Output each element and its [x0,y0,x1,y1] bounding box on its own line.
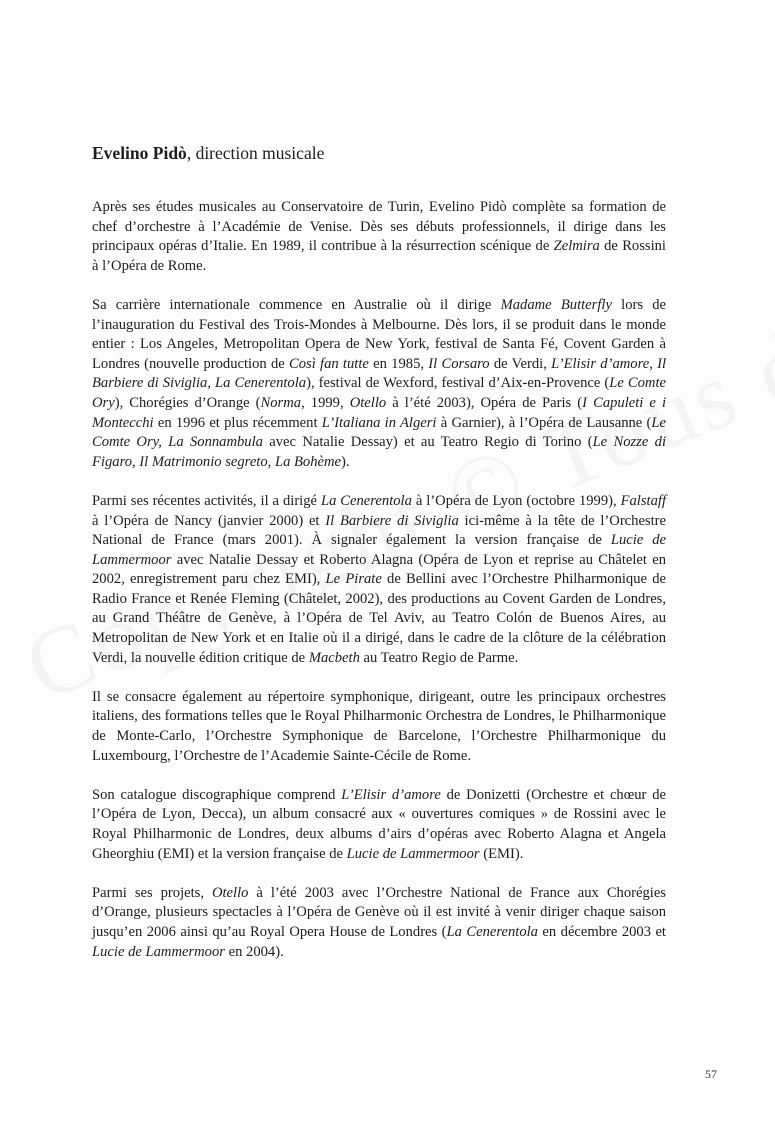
text-run: à l’été 2003), Opéra de Paris ( [386,394,583,411]
text-run: Parmi ses récentes activités, il a dirigé [92,492,321,509]
text-run: , 1999, [301,394,350,411]
work-title: I Capuleti e i Montecchi [92,394,667,431]
paragraph-international-career [92,296,666,472]
text-run: lors de l’inauguration du Festival des Trois-Mondes à Melbourne. Dès lors, il se produit dans le monde entier : Los Angeles, Metropolitan Opera de New York, festival de Santa Fé, Covent Garden à Londres (nouvelle production de [92,296,667,372]
work-title: Lucie de Lammermoor [346,845,480,862]
work-title: Così fan tutte [288,355,369,372]
work-title: Le Comte Ory [92,375,666,411]
text-run: à l’été 2003 avec l’Orchestre National de France aux Chorégies d’Orange, plusieurs spectacles à l’Opéra de Genève où il est invité à venir diriger chaque saison jusqu’en 2006 ainsi qu’au Royal Opera House de Londres ( [92,884,666,940]
text-run: (EMI). [479,845,524,862]
text-run: de Donizetti (Orchestre et chœur de l’Opéra de Lyon, Decca), un album consacré aux « ouvertures comiques » de Rossini avec le Royal Philharmonic de Londres, deux albums d’airs d’opéras avec Roberto Alagna et Angela Gheorghiu (EMI) et la version française de [92,786,666,862]
page-number: 57 [705,1067,717,1081]
work-title: Il Barbiere di Siviglia [325,512,459,529]
text-run: ici-même à la tête de l’Orchestre National de France (mars 2001). À signaler également la version française de [92,512,666,549]
text-run: de Rossini à l’Opéra de Rome. [92,238,666,274]
conductor-name: Evelino Pidò [92,143,187,163]
paragraph-studies [92,198,666,276]
biography-text [92,198,666,982]
text-run: Sa carrière internationale commence en Australie où il dirige [92,296,501,313]
work-title: Il Corsaro [428,355,490,372]
text-run: en décembre 2003 et [537,923,666,940]
work-title: Norma [260,394,302,411]
text-run: Il se consacre également au répertoire symphonique, dirigeant, outre les principaux orchestres italiens, des formations telles que le Royal Philharmonic Orchestra de Londres, le Philharmonique de Monte-Carlo, l’Orchestre Symphonique de Barcelone, l’Orchestre Philharmonique du Luxembourg, l’Orchestre de l’Academie Sainte-Cécile de Rome. [92,688,666,764]
work-title: Le Pirate [325,571,382,588]
paragraph-recent-activities [92,492,666,668]
paragraph-projects [92,884,666,962]
text-run: ), Chorégies d’Orange ( [114,394,261,411]
text-run: à l’Opéra de Lyon (octobre 1999), [411,492,621,509]
work-title: Lucie de Lammermoor [92,532,666,568]
text-run: ). [341,453,350,470]
text-run: ), festival de Wexford, festival d’Aix-en-Provence ( [306,375,610,392]
text-run: en 2004). [224,943,284,960]
text-run: en 1996 et plus récemment [153,414,322,431]
paragraph-symphonic-repertoire [92,688,666,766]
work-title: Macbeth [308,649,360,666]
work-title: L’Elisir d’amore, Il Barbiere di Siviglia, La Cenerentola [92,355,667,392]
paragraph-discography [92,786,666,864]
text-run: de Bellini avec l’Orchestre Philharmonique de Radio France et Renée Fleming (Châtelet, 2002), des productions au Covent Garden de Londres, au Grand Théâtre de Genève, à l’Opéra de Tel Aviv, au Teatro Colón de Buenos Aires, au Metropolitan de New York et en Italie où il a dirigé, dans le cadre de la clôture de la célébration Verdi, la nouvelle édition critique de [92,571,666,666]
work-title: Otello [211,884,249,901]
work-title: Le Comte Ory, La Sonnambula [92,414,666,451]
conductor-role: , direction musicale [186,143,325,163]
text-run: à Garnier), à l’Opéra de Lausanne ( [436,414,652,431]
text-run: à l’Opéra de Nancy (janvier 2000) et [92,512,326,529]
text-run: Parmi ses projets, [92,884,212,901]
work-title: L’Italiana in Algeri [321,414,437,431]
work-title: Lucie de Lammermoor [92,943,225,960]
work-title: Le Nozze di Figaro, Il Matrimonio segreto, La Bohème [92,434,666,470]
work-title: Zelmira [553,238,600,255]
work-title: Falstaff [620,492,666,509]
text-run: de Verdi, [489,355,552,372]
work-title: Madame Butterfly [500,296,612,313]
work-title: La Cenerentola [320,492,412,509]
work-title: L’Elisir d’amore [341,786,441,803]
text-run: en 1985, [368,355,429,372]
text-run: Son catalogue discographique comprend [92,786,342,803]
text-run: avec Natalie Dessay et Roberto Alagna (Opéra de Lyon et reprise au Châtelet en 2002, enregistrement paru chez EMI), [92,551,666,588]
work-title: Otello [349,394,387,411]
text-run: Après ses études musicales au Conservatoire de Turin, Evelino Pidò complète sa formation de chef d’orchestre à l’Académie de Venise. Dès ses débuts professionnels, il dirige dans les principaux opéras d’Italie. En 1989, il contribue à la résurrection scénique de [92,199,666,255]
work-title: La Cenerentola [446,923,538,940]
text-run: au Teatro Regio de Parme. [359,649,519,666]
text-run: avec Natalie Dessay) et au Teatro Regio di Torino ( [262,434,593,451]
page-title [92,142,692,164]
